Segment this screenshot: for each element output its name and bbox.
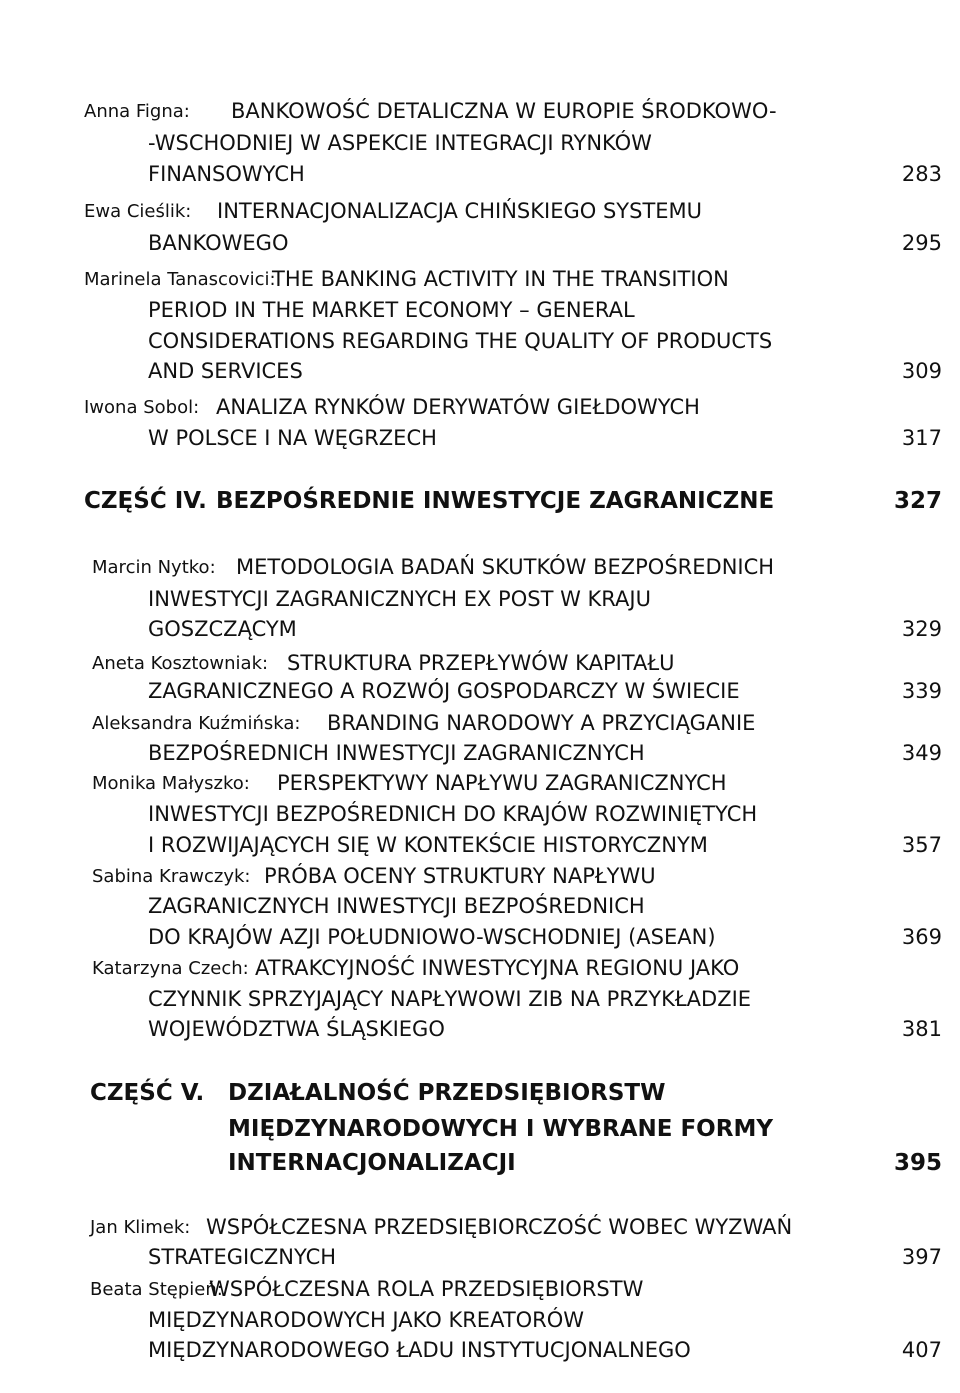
entry-title-line: BANKOWEGO — [148, 231, 289, 255]
entry-title-line: PERSPEKTYWY NAPŁYWU ZAGRANICZNYCH — [277, 771, 727, 795]
part-title-line: DZIAŁALNOŚĆ PRZEDSIĘBIORSTW — [228, 1080, 666, 1106]
part-title-line: MIĘDZYNARODOWYCH I WYBRANE FORMY — [228, 1116, 773, 1142]
entry-page-number: 357 — [901, 833, 942, 857]
entry-title-line: CONSIDERATIONS REGARDING THE QUALITY OF PRODUCTS — [148, 329, 773, 353]
entry-title-line: STRATEGICZNYCH — [148, 1245, 337, 1269]
entry-page-number: 329 — [901, 617, 942, 641]
entry-title-line: WOJEWÓDZTWA ŚLĄSKIEGO — [148, 1017, 445, 1041]
entry-author: Marcin Nytko: — [92, 557, 216, 578]
entry-page-number: 407 — [901, 1338, 942, 1362]
entry-author: Iwona Sobol: — [84, 397, 200, 418]
entry-title-line: ZAGRANICZNEGO A ROZWÓJ GOSPODARCZY W ŚWIECIE — [148, 679, 740, 703]
entry-title-line: INWESTYCJI BEZPOŚREDNICH DO KRAJÓW ROZWINIĘTYCH — [148, 802, 758, 826]
entry-title-line: PRÓBA OCENY STRUKTURY NAPŁYWU — [264, 864, 656, 888]
entry-author: Jan Klimek: — [90, 1217, 191, 1238]
entry-title-line: BRANDING NARODOWY A PRZYCIĄGANIE — [327, 711, 756, 735]
entry-page-number: 397 — [901, 1245, 942, 1269]
entry-title-line: AND SERVICES — [148, 359, 303, 383]
entry-title-line: ZAGRANICZNYCH INWESTYCJI BEZPOŚREDNICH — [148, 894, 645, 918]
entry-title-line: WSPÓŁCZESNA ROLA PRZEDSIĘBIORSTW — [209, 1277, 644, 1301]
entry-title-line: MIĘDZYNARODOWYCH JAKO KREATORÓW — [148, 1308, 585, 1332]
part-title-line: INTERNACJONALIZACJI — [228, 1150, 516, 1176]
entry-author: Aneta Kosztowniak: — [92, 653, 269, 674]
entry-page-number: 369 — [901, 925, 942, 949]
entry-page-number: 339 — [901, 679, 942, 703]
entry-author: Monika Małyszko: — [92, 773, 250, 794]
entry-title-line: FINANSOWYCH — [148, 162, 305, 186]
entry-title-line: STRUKTURA PRZEPŁYWÓW KAPITAŁU — [287, 651, 675, 675]
entry-page-number: 349 — [901, 741, 942, 765]
entry-author: Katarzyna Czech: — [92, 958, 249, 979]
entry-title-line: INWESTYCJI ZAGRANICZNYCH EX POST W KRAJU — [148, 587, 651, 611]
entry-title-line: BEZPOŚREDNICH INWESTYCJI ZAGRANICZNYCH — [148, 741, 645, 765]
entry-title-line: DO KRAJÓW AZJI POŁUDNIOWO-WSCHODNIEJ (ASEAN) — [148, 925, 716, 949]
entry-title-line: -WSCHODNIEJ W ASPEKCIE INTEGRACJI RYNKÓW — [148, 131, 652, 155]
part-label: CZĘŚĆ IV. — [84, 488, 207, 514]
entry-author: Beata Stępień: — [90, 1279, 223, 1300]
part-title: BEZPOŚREDNIE INWESTYCJE ZAGRANICZNE — [216, 488, 775, 514]
entry-title-line: BANKOWOŚĆ DETALICZNA W EUROPIE ŚRODKOWO- — [231, 99, 777, 123]
part-page-number: 327 — [893, 488, 942, 514]
entry-title-line: MIĘDZYNARODOWEGO ŁADU INSTYTUCJONALNEGO — [148, 1338, 691, 1362]
part-label: CZĘŚĆ V. — [90, 1080, 205, 1106]
entry-page-number: 317 — [901, 426, 942, 450]
entry-page-number: 295 — [901, 231, 942, 255]
entry-author: Sabina Krawczyk: — [92, 866, 251, 887]
part-page-number: 395 — [893, 1150, 942, 1176]
entry-title-line: INTERNACJONALIZACJA CHIŃSKIEGO SYSTEMU — [217, 199, 703, 223]
entry-author: Ewa Cieślik: — [84, 201, 192, 222]
entry-title-line: THE BANKING ACTIVITY IN THE TRANSITION — [272, 267, 729, 291]
entry-title-line: PERIOD IN THE MARKET ECONOMY – GENERAL — [148, 298, 635, 322]
entry-author: Anna Figna: — [84, 101, 190, 122]
entry-title-line: WSPÓŁCZESNA PRZEDSIĘBIORCZOŚĆ WOBEC WYZWAŃ — [206, 1215, 793, 1239]
entry-author: Marinela Tanascovici: — [84, 269, 276, 290]
entry-author: Aleksandra Kuźmińska: — [92, 713, 301, 734]
entry-title-line: I ROZWIJAJĄCYCH SIĘ W KONTEKŚCIE HISTORYCZNYM — [148, 833, 708, 857]
entry-title-line: ATRAKCYJNOŚĆ INWESTYCYJNA REGIONU JAKO — [255, 956, 740, 980]
entry-title-line: W POLSCE I NA WĘGRZECH — [148, 426, 437, 450]
entry-title-line: CZYNNIK SPRZYJAJĄCY NAPŁYWOWI ZIB NA PRZYKŁADZIE — [148, 987, 752, 1011]
entry-page-number: 381 — [901, 1017, 942, 1041]
entry-title-line: ANALIZA RYNKÓW DERYWATÓW GIEŁDOWYCH — [216, 395, 700, 419]
entry-page-number: 283 — [901, 162, 942, 186]
entry-title-line: GOSZCZĄCYM — [148, 617, 297, 641]
entry-page-number: 309 — [901, 359, 942, 383]
entry-title-line: METODOLOGIA BADAŃ SKUTKÓW BEZPOŚREDNICH — [236, 555, 775, 579]
